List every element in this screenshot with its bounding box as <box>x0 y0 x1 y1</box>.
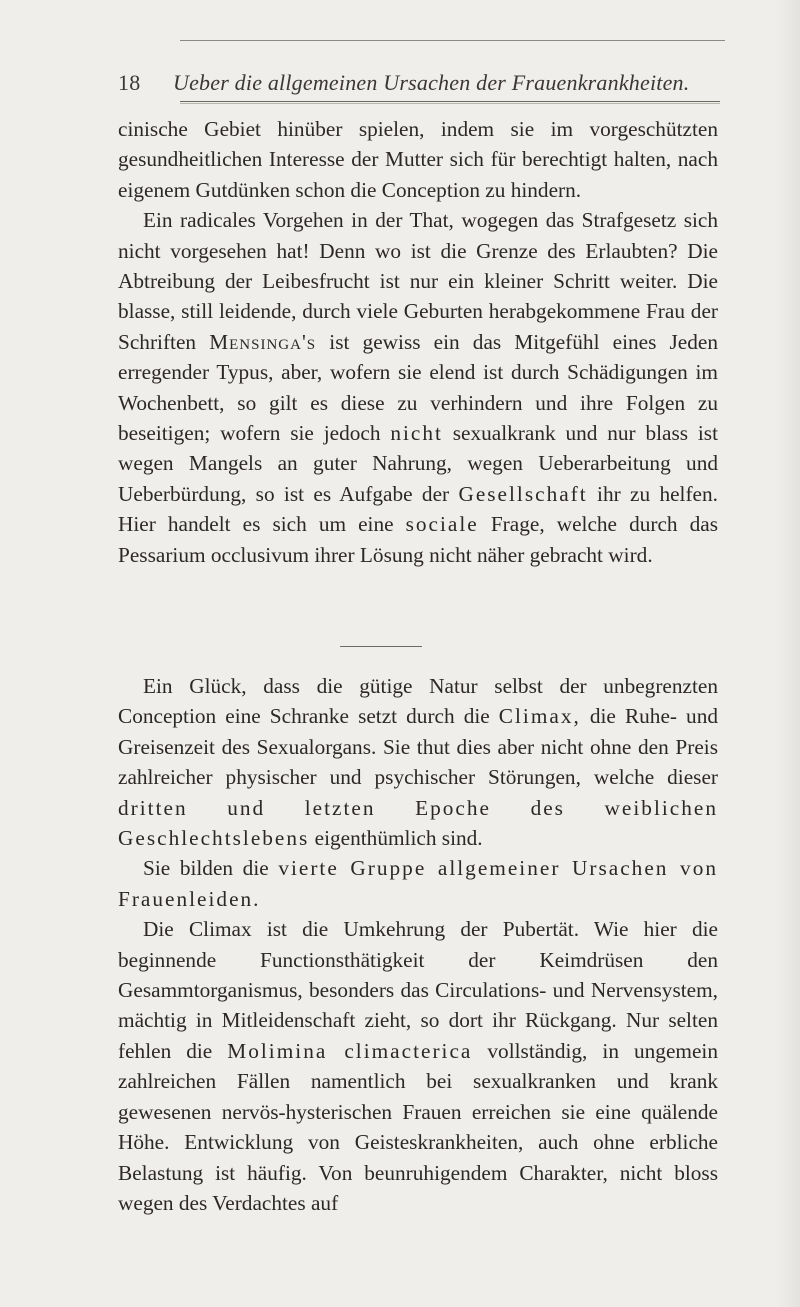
top-rule <box>180 40 725 41</box>
page-edge-shadow <box>776 0 800 1307</box>
page-header <box>118 70 718 104</box>
paragraph-2-text-c: sexualkrank und nur blass ist wegen Mangels an guter Nahrung, wegen Ueberarbeitung und Ueberbürdung, so ist es Aufgabe der <box>118 421 718 506</box>
author-name: Mensinga's <box>209 329 317 354</box>
paragraph-5 <box>118 914 718 1218</box>
page-number: 18 <box>118 70 141 95</box>
paragraph-2-text-e: Frage, welche durch das Pessarium occlusivum ihrer Lösung nicht näher gebracht wird. <box>118 512 719 567</box>
emphasis-nicht: nicht <box>390 421 443 446</box>
paragraph-2-text-a: Ein radicales Vorgehen in der That, wogegen das Strafgesetz sich nicht vorgesehen hat! Denn wo ist die Grenze des Erlaubten? Die Abtreibung der Leibesfrucht ist nur ein kleiner Schritt weiter. Die blasse, still leidende, durch viele Geburten herabgekommene Frau der Schriften <box>118 208 718 354</box>
emphasis-molimina: Molimina climacterica <box>227 1038 473 1063</box>
emphasis-gesellschaft: Gesellschaft <box>458 481 588 506</box>
running-title: Ueber die allgemeinen Ursachen der Frauenkrankheiten. <box>173 70 690 95</box>
section-divider <box>340 646 422 647</box>
paragraph-1: cinische Gebiet hinüber spielen, indem sie im vorgeschützten gesundheitlichen Interesse der Mutter sich für berechtigt halten, nach eigenem Gutdünken schon die Conception zu hindern. <box>118 117 718 202</box>
emphasis-climax: Climax, <box>498 704 581 729</box>
paragraph-2-text-d: ihr zu helfen. Hier handelt es sich um eine <box>118 481 718 537</box>
paragraph-4 <box>118 853 718 914</box>
paragraph-4-text-a: Sie bilden die <box>143 856 279 881</box>
emphasis-vierte-gruppe: vierte Gruppe allgemeiner Ursachen von Frauenleiden. <box>118 856 718 911</box>
paragraph-5-text-b: vollständig, in ungemein zahlreichen Fällen namentlich bei sexualkranken und krank gewesenen nervös-hysterischen Frauen erreichen sie eine quälende Höhe. Entwicklung von Geisteskrankheiten, auch ohne erbliche Belastung ist häufig. Von beunruhigendem Charakter, nicht bloss wegen des Verdachtes auf <box>118 1038 718 1215</box>
paragraph-3-text-b: die Ruhe- und Greisenzeit des Sexualorgans. Sie thut dies aber nicht ohne den Preis zahlreicher physischer und psychischer Störungen, welche dieser <box>118 704 718 790</box>
paragraph-2 <box>118 205 718 570</box>
header-rule-thin <box>180 103 720 104</box>
paragraph-5-text-a: Die Climax ist die Umkehrung der Pubertät. Wie hier die beginnende Functionsthätigkeit der Keimdrüsen den Gesammtorganismus, besonders das Circulations- und Nervensystem, mächtig in Mitleidenschaft zieht, so dort ihr Rückgang. Nur selten fehlen die <box>118 917 718 1063</box>
emphasis-dritte-epoche: dritten und letzten Epoche des weiblichen Geschlechtslebens <box>118 795 718 851</box>
text-block-lower <box>118 671 718 1218</box>
paragraph-3-text-c: eigenthümlich sind. <box>309 826 483 851</box>
header-rule <box>180 101 720 102</box>
text-block-upper <box>118 114 718 570</box>
paragraph-2-text-b: ist gewiss ein das Mitgefühl eines Jeden erregender Typus, aber, wofern sie elend ist durch Schädigungen im Wochenbett, so gilt es diese zu verhindern und ihre Folgen zu beseitigen; wofern sie jedoch <box>118 329 719 446</box>
paragraph-3-text-a: Ein Glück, dass die gütige Natur selbst der unbegrenzten Conception eine Schranke setzt durch die <box>118 674 718 729</box>
emphasis-sociale: sociale <box>405 512 479 537</box>
paragraph-3 <box>118 671 718 853</box>
